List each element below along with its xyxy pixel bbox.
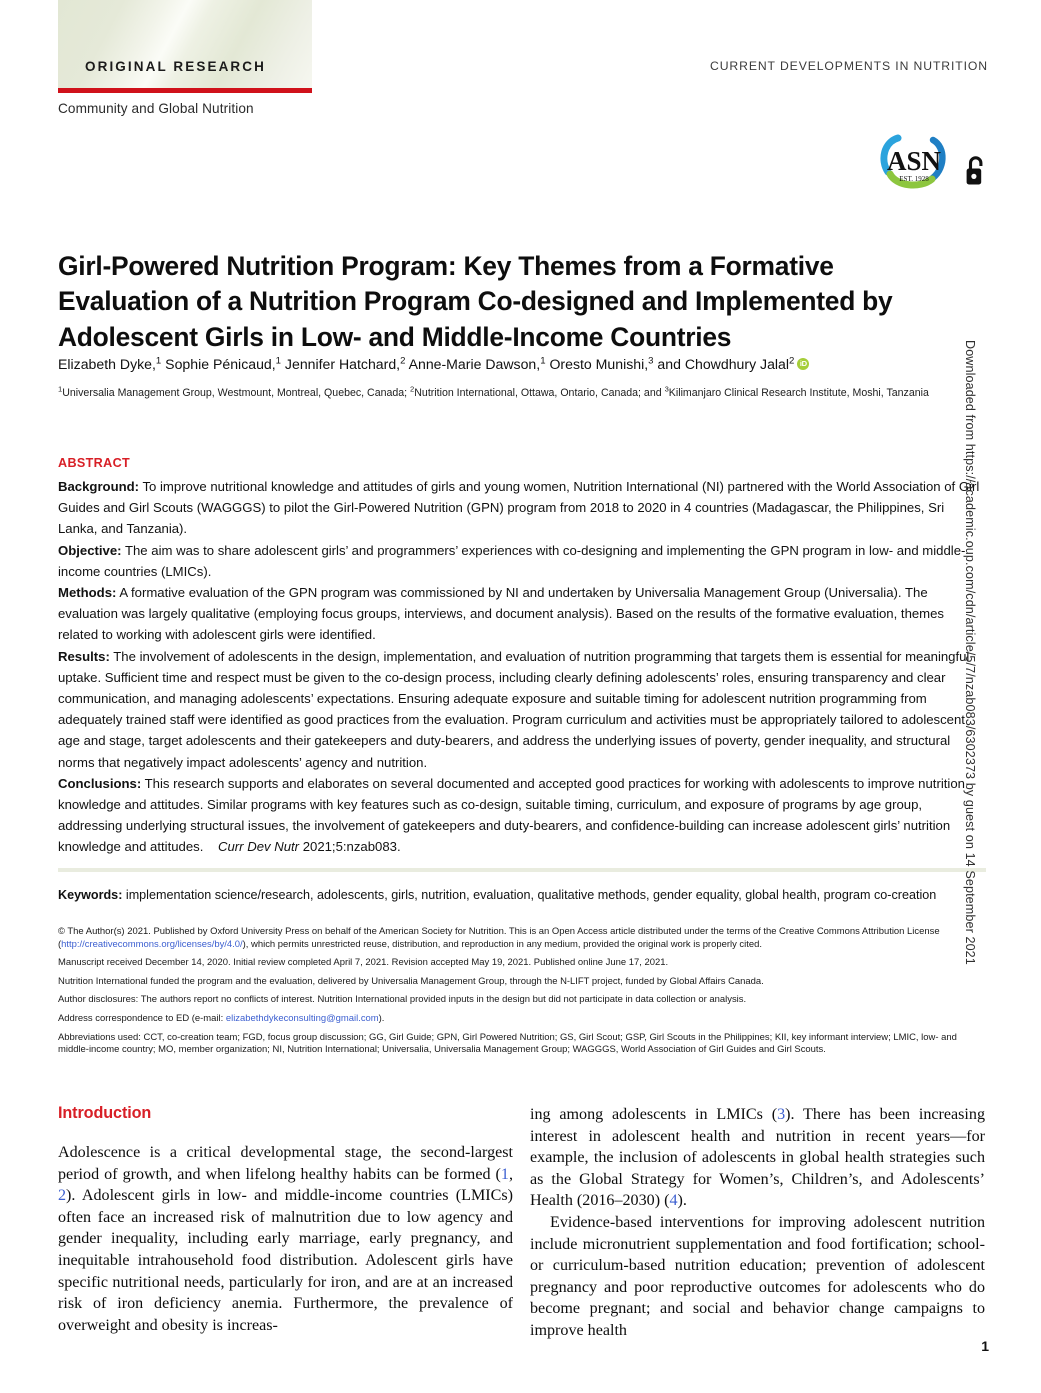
svg-text:ASN: ASN <box>886 146 942 176</box>
abstract-section-label: Results: <box>58 648 110 664</box>
correspondence-pre: Address correspondence to ED (e-mail: <box>58 1012 226 1024</box>
body-paragraph: Evidence-based interventions for improving adolescent nutrition include micronutrient supplementation and food fortification; school- or curriculum-based nutrition education; prevention of adolescent pregnancy and poor reproductive outcomes for adolescents who do become pregnant; and social and behavior change campaigns to improve health <box>530 1213 985 1339</box>
page-title: Girl-Powered Nutrition Program: Key Themes from a Formative Evaluation of a Nutrition Program Co-designed and Implemented by Adolescent Girls in Low- and Middle-Income Countries <box>58 250 893 352</box>
correspondence-post: ). <box>378 1012 385 1024</box>
abstract-section: Methods: A formative evaluation of the GPN program was commissioned by NI and undertaken by Universalia Management Group (Universalia). The evaluation was largely qualitative (employing focus groups, interviews, and document analysis). Based on the results of the formative evaluation, themes related to working with adolescent girls were identified. <box>58 585 945 643</box>
reference-link[interactable]: 3 <box>777 1106 786 1123</box>
journal-name: CURRENT DEVELOPMENTS IN NUTRITION <box>710 59 988 73</box>
keywords-text: implementation science/research, adolescents, girls, nutrition, evaluation, qualitative methods, gender equality, global health, program co-creation <box>122 888 937 902</box>
abbreviations-note: Abbreviations used: CCT, co-creation team; FGD, focus group discussion; GG, Girl Guide; GPN, Girl Powered Nutrition; GS, Girl Scout; GSP, Girl Scouts in the Philippines; KII, key informant interview; LMIC, low- and middle-income country; MO, member organization; NI, Nutrition International; Universalia, Universalia Management Group; WAGGGS, World Association of Girl Guides and Girl Scouts. <box>58 1031 957 1056</box>
body-column-right <box>530 1104 985 1342</box>
copyright-note <box>58 926 986 951</box>
reference-link[interactable]: 4 <box>669 1192 678 1210</box>
badge-red-rule <box>58 88 312 93</box>
original-research-badge <box>58 0 312 88</box>
copyright-post: ), which permits unrestricted reuse, distribution, and reproduction in any medium, provided the original work is properly cited. <box>242 938 762 950</box>
reference-link[interactable]: 1 <box>500 1165 509 1183</box>
footnotes-block <box>58 926 986 1063</box>
body-paragraph: ing among adolescents in LMICs (3). There has been increasing interest in adolescent health and nutrition in recent years—for example, the inclusion of adolescents in global health strategies such as the Global Strategy for Women’s, Children’s, and Adolescents’ Health (2016–2030) (4). <box>530 1106 985 1210</box>
abstract-section-label: Conclusions: <box>58 775 142 791</box>
abstract-section-label: Methods: <box>58 585 117 601</box>
creative-commons-link[interactable]: http://creativecommons.org/licenses/by/4.0/ <box>61 938 243 950</box>
funding-note: Nutrition International funded the program and the evaluation, delivered by Universalia Management Group, through the N-LIFT project, funded by Global Affairs Canada. <box>58 975 764 987</box>
page-number: 1 <box>981 1338 989 1354</box>
affiliations: $^1$Universalia Management Group, Westmount, Montreal, Quebec, Canada; $^2$Nutrition International, Ottawa, Ontario, Canada; and $^3$Kilimanjaro Clinical Research Institute, Moshi, Tanzania <box>58 384 929 399</box>
abstract-heading: ABSTRACT <box>58 456 131 470</box>
manuscript-dates: Manuscript received December 14, 2020. Initial review completed April 7, 2021. Revision accepted May 19, 2021. Published online June 17, 2021. <box>58 957 669 969</box>
abstract-section: Results: The involvement of adolescents in the design, implementation, and evaluation of nutrition programming that targets them is essential for meaningful uptake. Sufficient time and respect must be given to the co-design process, including clearly defining adolescents’ roles, ensuring transparency and clear communication, and managing adolescents’ expectations. Ensuring adequate exposure and suitable timing for adolescent nutrition programming from adequately trained staff were identified as good practices from the evaluation. Program curriculum and activities must be appropriately tailored to adolescent age and stage, target adolescents and their gatekeepers and duty-bearers, and address the underlying issues of poverty, gender inequality, and structural norms that negatively impact adolescents’ agency and nutrition. <box>58 648 970 770</box>
open-access-icon <box>962 154 988 188</box>
abstract-section: Conclusions: This research supports and elaborates on several documented and accepted good practices for working with adolescents to improve nutrition knowledge and attitudes. Similar programs with key features such as co-design, suitable timing, curriculum, and exposure of programs by age group, addressing underlying structural issues, the involvement of gatekeepers and duty-bearers, and confidence-building can increase adolescent girls’ nutrition knowledge and attitudes. Curr Dev Nutr 2021;5:nzab083. <box>58 775 965 855</box>
correspondence-note <box>58 1013 986 1026</box>
abstract-divider <box>58 868 986 872</box>
body-column-left <box>58 1142 513 1336</box>
abstract-section-label: Objective: <box>58 542 122 558</box>
abstract-section: Objective: The aim was to share adolescent girls’ and programmers’ experiences with co-designing and implementing the GPN program in low- and middle-income countries (LMICs). <box>58 542 966 579</box>
abstract-citation-journal: Curr Dev Nutr <box>218 839 300 855</box>
logo-row <box>878 130 988 194</box>
keywords-block <box>58 886 986 904</box>
abstract-body <box>58 476 986 858</box>
author-list <box>58 354 958 374</box>
body-paragraph: Adolescence is a critical developmental stage, the second-largest period of growth, and when lifelong healthy habits can be formed (1, 2). Adolescent girls in low- and middle-income countries (LMICs) often face an increased risk of malnutrition due to low agency and gender inequality, including early marriage, early pregnancy, and inequitable intrahousehold food distribution. Adolescent girls have specific nutritional needs, particularly for iron, and are at an increased risk of iron deficiency anemia. Furthermore, the prevalence of overweight and obesity is increas- <box>58 1144 513 1334</box>
copyright-pre: © The Author(s) 2021. Published by Oxford University Press on behalf of the American Society for Nutrition. This is an Open Access article distributed under the terms of the Creative Commons Attribution License ( <box>58 926 940 950</box>
reference-link[interactable]: 2 <box>58 1187 67 1205</box>
author-disclosures: Author disclosures: The authors report no conflicts of interest. Nutrition International provided inputs in the design but did not participate in data collection or analysis. <box>58 994 747 1006</box>
correspondence-email-link[interactable]: elizabethdykeconsulting@gmail.com <box>225 1012 379 1024</box>
keywords-label: Keywords: <box>58 888 123 902</box>
abstract-section: Background: To improve nutritional knowledge and attitudes of girls and young women, Nutrition International (NI) partnered with the World Association of Girl Guides and Girl Scouts (WAGGGS) to pilot the Girl-Powered Nutrition (GPN) program from 2018 to 2020 in 4 countries (Madagascar, the Philippines, Sri Lanka, and Tanzania). <box>58 479 980 537</box>
abstract-section-label: Background: <box>58 479 140 494</box>
original-research-label: ORIGINAL RESEARCH <box>85 59 266 74</box>
author-names: Elizabeth Dyke,$^1$ Sophie Pénicaud,$^1$ Jennifer Hatchard,$^2$ Anne-Marie Dawson,$^1$ Oresto Munishi,$^3$ and Chowdhury Jalal$^2$ <box>58 355 795 372</box>
orcid-icon[interactable]: iD <box>797 358 809 370</box>
introduction-heading: Introduction <box>58 1104 152 1122</box>
download-watermark: Downloaded from https://academic.oup.com/cdn/article/5/7/nzab083/6302373 by guest on 14 September 2021 <box>963 340 977 965</box>
svg-text:EST. 1928: EST. 1928 <box>899 175 929 183</box>
journal-section-label: Community and Global Nutrition <box>58 101 254 116</box>
asn-logo-icon <box>878 130 950 194</box>
masthead <box>58 0 988 100</box>
